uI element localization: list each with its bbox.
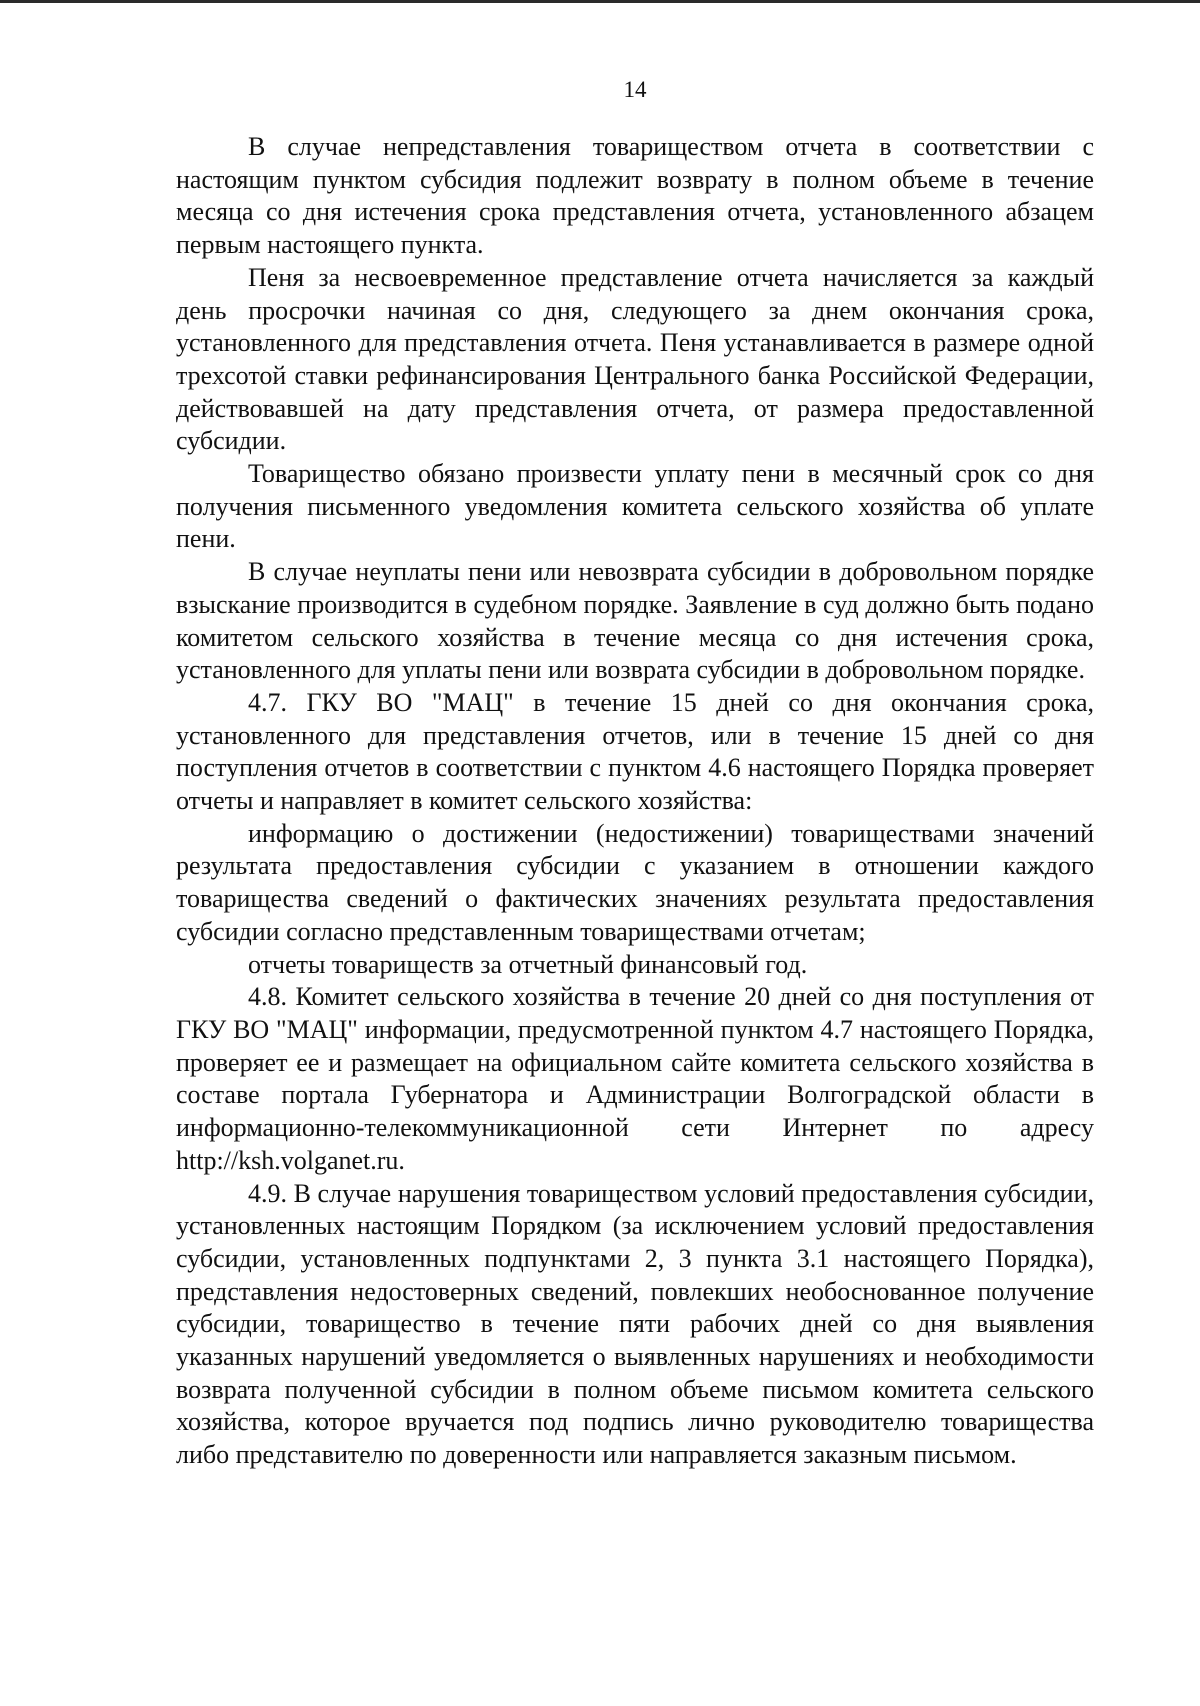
paragraph-annual-reports: отчеты товариществ за отчетный финансовый год. xyxy=(248,949,808,979)
document-body xyxy=(176,131,1094,1472)
paragraph-achievement-info: информацию о достижении (недостижении) товариществами значений результата предоставления субсидии с указанием в отношении каждого товарищества сведений о фактических значениях результата предоставления субсидии согласно представленным товариществами отчетам; xyxy=(176,818,1094,946)
paragraph-court-recovery: В случае неуплаты пени или невозврата субсидии в добровольном порядке взыскание производится в судебном порядке. Заявление в суд должно быть подано комитетом сельского хозяйства в течение месяца со дня истечения срока, установленного для уплаты пени или возврата субсидии в добровольном порядке. xyxy=(176,557,1094,685)
paragraph-report-non-submission: В случае непредставления товариществом отчета в соответствии с настоящим пунктом субсидия подлежит возврату в полном объеме в течение месяца со дня истечения срока представления отчета, установленного абзацем первым настоящего пункта. xyxy=(176,132,1094,260)
paragraph-penalty-payment: Товарищество обязано произвести уплату пени в месячный срок со дня получения письменного уведомления комитета сельского хозяйства об уплате пени. xyxy=(176,459,1094,554)
paragraph-clause-4-7: 4.7. ГКУ ВО "МАЦ" в течение 15 дней со дня окончания срока, установленного для представления отчетов, или в течение 15 дней со дня поступления отчетов в соответствии с пунктом 4.6 настоящего Порядка проверяет отчеты и направляет в комитет сельского хозяйства: xyxy=(176,687,1094,816)
scan-top-edge xyxy=(0,0,1200,3)
paragraph-clause-4-8: 4.8. Комитет сельского хозяйства в течение 20 дней со дня поступления от ГКУ ВО "МАЦ" информации, предусмотренной пунктом 4.7 настоящего Порядка, проверяет ее и размещает на официальном сайте комитета сельского хозяйства в составе портала Губернатора и Администрации Волгоградской области в информационно-телекоммуникационной сети Интернет по адресу http://ksh.volganet.ru. xyxy=(176,982,1094,1175)
paragraph-penalty-accrual: Пеня за несвоевременное представление отчета начисляется за каждый день просрочки начиная со дня, следующего за днем окончания срока, установленного для представления отчета. Пеня устанавливается в размере одной трехсотой ставки рефинансирования Центрального банка Российской Федерации, действовавшей на дату представления отчета, от размера предоставленной субсидии. xyxy=(176,262,1094,456)
page-number: 14 xyxy=(623,77,647,102)
paragraph-clause-4-9: 4.9. В случае нарушения товариществом условий предоставления субсидии, установленных настоящим Порядком (за исключением условий предоставления субсидии, установленных подпунктами 2, 3 пункта 3.1 настоящего Порядка), представления недостоверных сведений, повлекших необоснованное получение субсидии, товарищество в течение пяти рабочих дней со дня выявления указанных нарушений уведомляется о выявленных нарушениях и необходимости возврата полученной субсидии в полном объеме письмом комитета сельского хозяйства, которое вручается под подпись лично руководителю товарищества либо представителю по доверенности или направляется заказным письмом. xyxy=(176,1178,1094,1470)
